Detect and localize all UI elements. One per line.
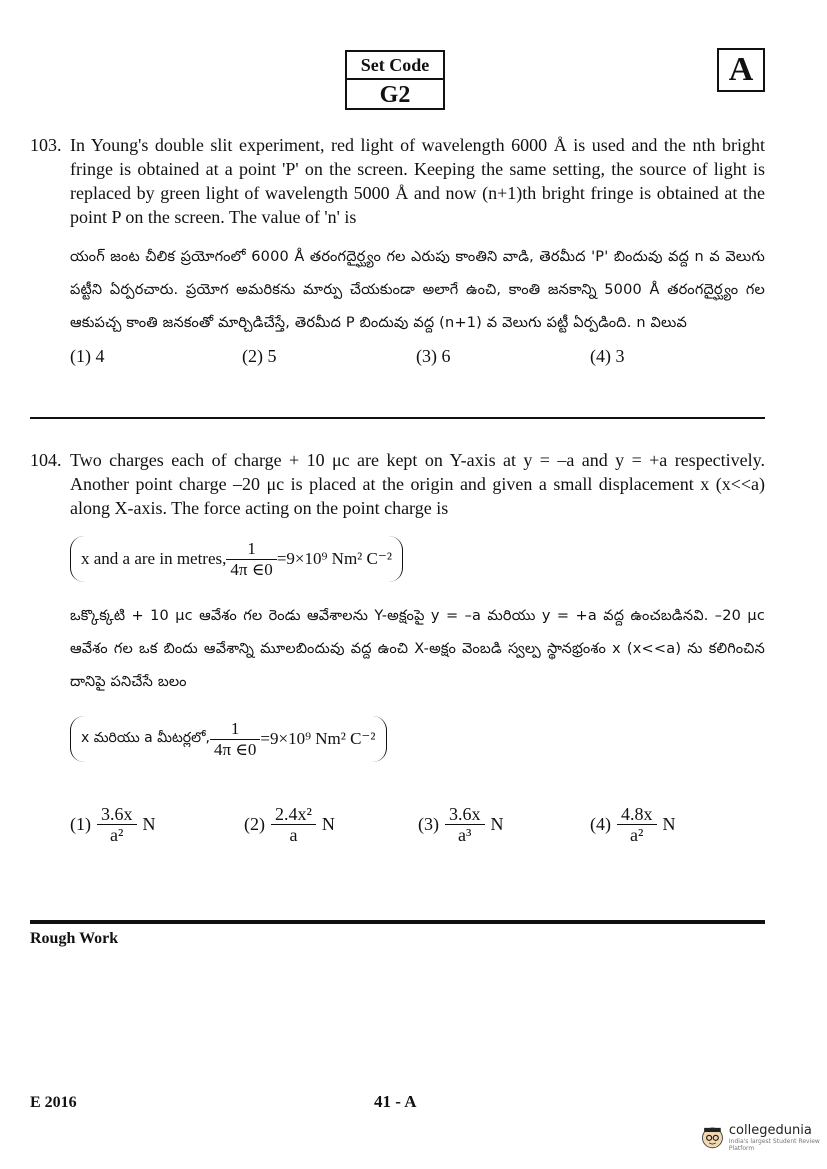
rough-work-label: Rough Work: [30, 930, 119, 947]
rough-work-divider: [30, 920, 765, 924]
fraction-denominator: a³: [458, 824, 472, 845]
option-fraction: [97, 804, 137, 845]
question-divider: [30, 417, 765, 419]
question-104: [30, 448, 765, 520]
option-1: [70, 796, 156, 852]
question-text-english: In Young's double slit experiment, red light of wavelength 6000 Å is used and the nth bright fringe is obtained at a point 'P' on the screen. Keeping the same setting, the source of light is replaced by green light of wavelength 5000 Å and now (n+1)th bright fringe is obtained at the point P on the screen. The value of 'n' is: [70, 135, 765, 227]
option-label: (4): [590, 813, 611, 834]
option-fraction: [445, 804, 485, 845]
fraction: [210, 719, 260, 760]
question-number: 104.: [30, 450, 62, 470]
question-103: [30, 133, 765, 376]
watermark-tagline: India's largest Student Review Platform: [728, 1137, 820, 1152]
set-code-value: G2: [379, 82, 411, 108]
fraction-numerator: 1: [226, 539, 276, 560]
set-letter-box: A: [717, 48, 765, 92]
mascot-icon: [700, 1122, 725, 1152]
fraction-numerator: 4.8x: [617, 804, 657, 825]
option-3: (3) 6: [416, 346, 451, 366]
set-code-label: Set Code: [347, 52, 443, 80]
option-unit: N: [662, 813, 676, 834]
fraction-numerator: 2.4x²: [271, 804, 316, 825]
fraction: [226, 539, 276, 580]
question-number: 103.: [30, 135, 62, 155]
fraction-numerator: 1: [210, 719, 260, 740]
option-label: (2): [244, 813, 265, 834]
question-104-telugu: [30, 600, 765, 699]
option-label: (3): [418, 813, 439, 834]
option-2: (2) 5: [242, 346, 277, 366]
constant-note-english: [70, 536, 403, 582]
fraction-denominator: a²: [110, 824, 124, 845]
set-code-box: [345, 50, 445, 110]
watermark-name: collegedunia: [728, 1122, 812, 1138]
question-text-telugu: యంగ్ జంట చీలిక ప్రయోగంలో 6000 Å తరంగదైర్ఘ్యం గల ఎరుపు కాంతిని వాడి, తెరమీద 'P' బిందువు వద్ద n వ వెలుగు పట్టీని ఏర్పరచారు. ప్రయోగ అమరికను మార్పు చేయకుండా అలాగే ఉంచి, కాంతి జనకాన్ని 5000 Å తరంగదైర్ఘ్యం గల ఆకుపచ్చ కాంతి జనకంతో మార్చిడిచేస్తే, తెరమీద P బిందువు వద్ద (n+1) వ వెలుగు పట్టీ ఏర్పడింది. n విలువ: [70, 249, 765, 331]
option-4: (4) 3: [590, 346, 625, 366]
option-fraction: [617, 804, 657, 845]
constant-value: =9×10⁹ Nm² C⁻²: [276, 549, 392, 568]
option-1: (1) 4: [70, 346, 105, 366]
question-text-english: Two charges each of charge + 10 μc are kept on Y-axis at y = –a and y = +a respectively. Another point charge –20 μc is placed at the origin and given a small displacement x (x<<a) along X-axis. The force acting on the point charge is: [70, 450, 765, 518]
footer-exam-code: E 2016: [30, 1094, 77, 1111]
fraction-denominator: 4π ∈0: [213, 739, 257, 759]
option-unit: N: [490, 813, 504, 834]
q104-options-row: [70, 796, 770, 856]
option-4: [590, 796, 676, 852]
fraction-denominator: 4π ∈0: [230, 559, 273, 579]
fraction-denominator: a: [289, 824, 298, 845]
note-prefix: x మరియు a మీటర్లలో,: [81, 729, 210, 746]
note-prefix: x and a are in metres,: [81, 549, 227, 568]
constant-note-telugu: [70, 716, 387, 762]
option-2: [244, 796, 335, 852]
constant-value: =9×10⁹ Nm² C⁻²: [260, 729, 376, 748]
fraction-denominator: a²: [630, 824, 644, 845]
question-text-telugu: ఒక్కొక్కటి + 10 μc ఆవేశం గల రెండు ఆవేశాలను Y-అక్షంపై y = –a మరియు y = +a వద్ద ఉంచబడినవి. –20 μc ఆవేశం గల ఒక బిందు ఆవేశాన్ని మూలబిందువు వద్ద ఉంచి X-అక్షం వెంబడి స్వల్ప స్థానభ్రంశం x (x<<a) ను కలిగించిన దానిపై పనిచేసే బలం: [70, 608, 765, 690]
fraction-numerator: 3.6x: [97, 804, 137, 825]
watermark-logo: [700, 1122, 827, 1152]
options-row: [70, 346, 765, 376]
option-unit: N: [321, 813, 335, 834]
option-unit: N: [142, 813, 156, 834]
fraction-numerator: 3.6x: [445, 804, 485, 825]
footer-page-number: 41 - A: [374, 1092, 417, 1111]
option-3: [418, 796, 504, 852]
option-label: (1): [70, 813, 91, 834]
option-fraction: [271, 804, 316, 845]
